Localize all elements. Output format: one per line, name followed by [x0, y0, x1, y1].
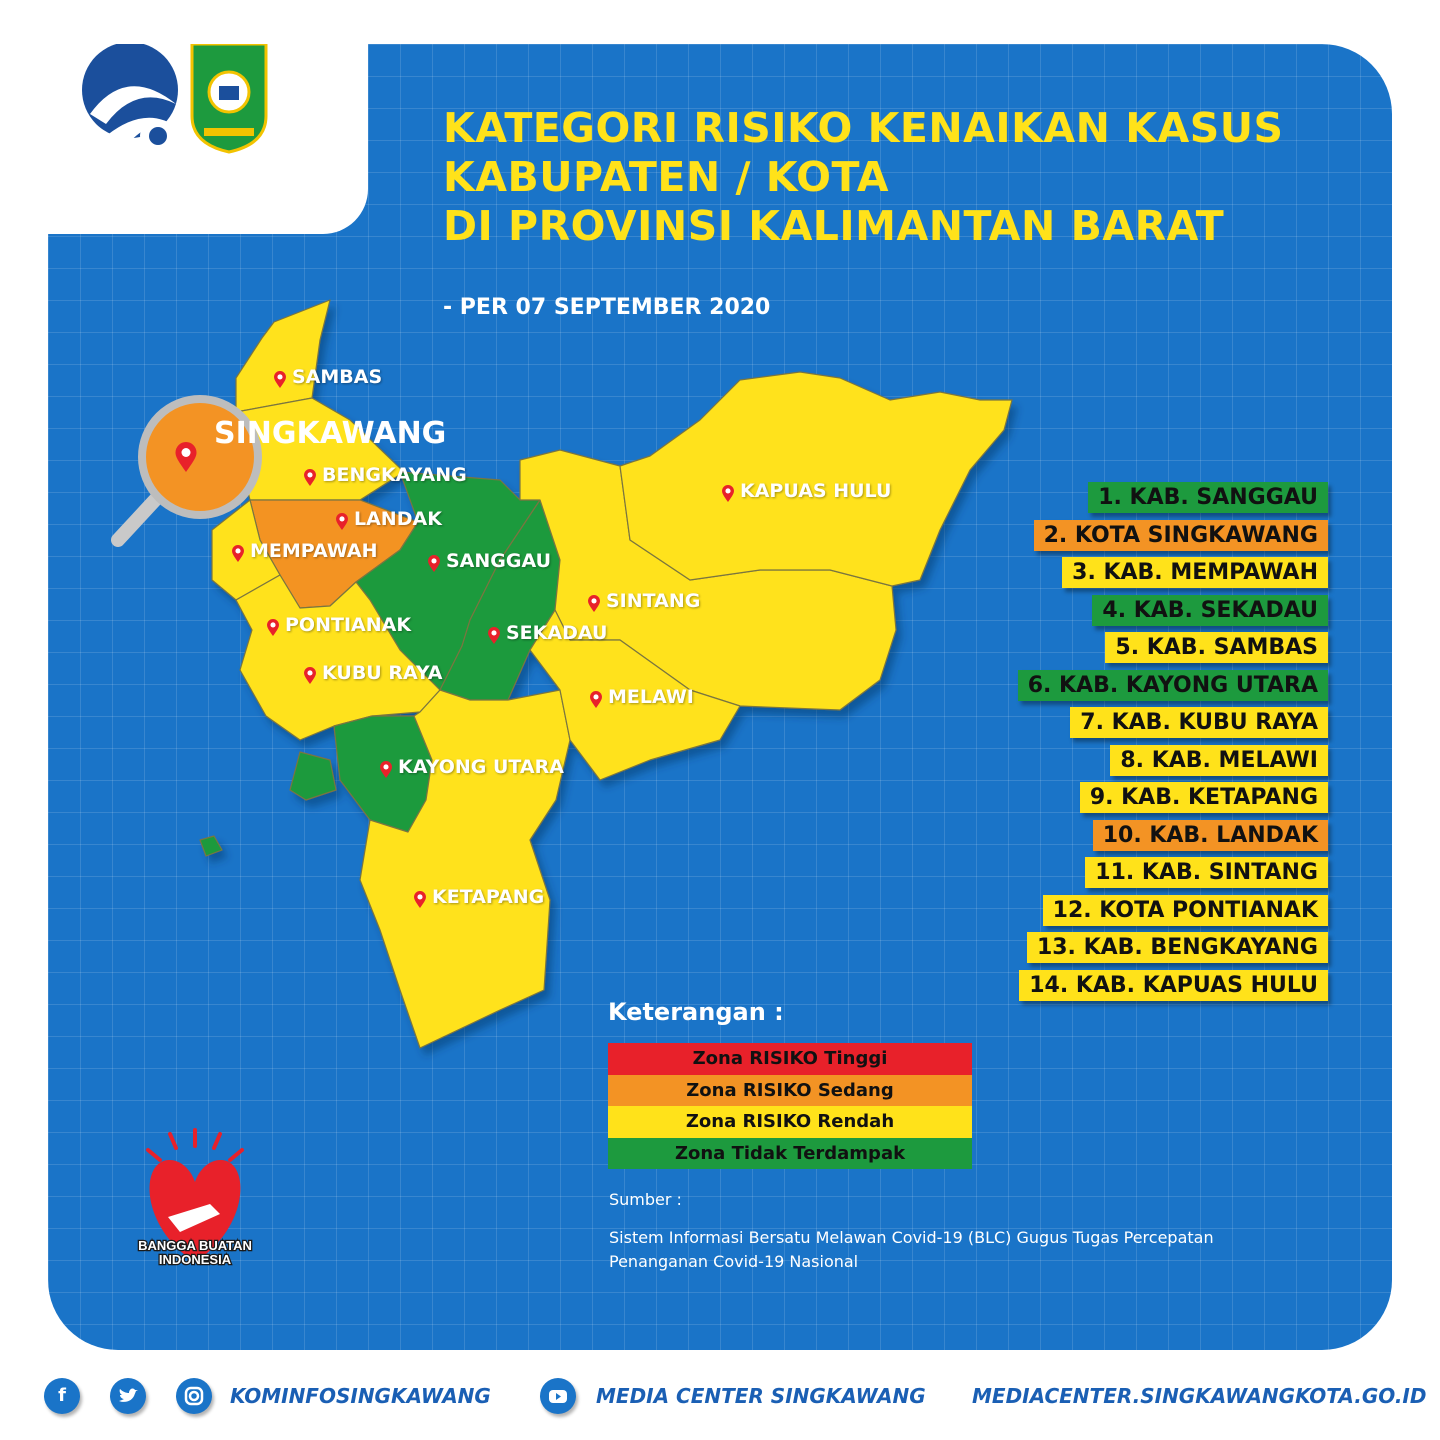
- ranking-item: 4. KAB. SEKADAU: [1092, 595, 1328, 626]
- ranking-item: 10. KAB. LANDAK: [1093, 820, 1328, 851]
- location-pin-dot: [431, 558, 436, 563]
- youtube-channel-link[interactable]: MEDIA CENTER SINGKAWANG: [596, 1384, 926, 1408]
- date-label: - PER 07 SEPTEMBER 2020: [443, 295, 771, 320]
- region-label: MEMPAWAH: [250, 540, 378, 562]
- ranking-item: 7. KAB. KUBU RAYA: [1070, 707, 1328, 738]
- ranking-list: [968, 482, 1328, 1007]
- ranking-item: 8. KAB. MELAWI: [1110, 745, 1328, 776]
- title-line-1: KATEGORI RISIKO KENAIKAN KASUS: [443, 104, 1284, 152]
- location-pin-dot: [383, 764, 388, 769]
- ranking-item: 14. KAB. KAPUAS HULU: [1019, 970, 1328, 1001]
- location-pin-dot: [277, 374, 282, 379]
- location-pin-dot: [270, 622, 275, 627]
- ranking-item: 5. KAB. SAMBAS: [1105, 632, 1328, 663]
- legend-item: Zona RISIKO Tinggi: [608, 1043, 972, 1075]
- title-line-2: KABUPATEN / KOTA: [443, 153, 889, 201]
- location-pin-dot: [491, 630, 496, 635]
- location-pin-dot: [307, 472, 312, 477]
- ranking-item: 3. KAB. MEMPAWAH: [1062, 557, 1328, 588]
- location-pin-dot: [593, 694, 598, 699]
- region-label: PONTIANAK: [285, 614, 412, 636]
- region-label: LANDAK: [354, 508, 442, 530]
- island-kayong: [290, 752, 336, 800]
- legend-item: Zona RISIKO Rendah: [608, 1106, 972, 1138]
- region-label: SAMBAS: [292, 366, 383, 388]
- region-label: SANGGAU: [446, 550, 552, 572]
- region-sambas: [236, 300, 330, 412]
- source-label: Sumber :: [609, 1190, 682, 1209]
- ranking-item: 9. KAB. KETAPANG: [1080, 782, 1328, 813]
- region-label: KAYONG UTARA: [398, 756, 564, 778]
- facebook-icon[interactable]: f: [44, 1378, 80, 1414]
- youtube-icon[interactable]: [540, 1378, 576, 1414]
- source-text: Sistem Informasi Bersatu Melawan Covid-19 (BLC) Gugus Tugas Percepatan Penanganan Covid-19 Nasional: [609, 1228, 1214, 1271]
- title-line-3: DI PROVINSI KALIMANTAN BARAT: [443, 202, 1225, 250]
- island-small: [200, 836, 222, 856]
- ranking-item: 6. KAB. KAYONG UTARA: [1018, 670, 1328, 701]
- legend-item: Zona Tidak Terdampak: [608, 1138, 972, 1170]
- legend: [608, 1043, 972, 1169]
- bangga-buatan-indonesia-logo: [120, 1122, 270, 1272]
- instagram-icon[interactable]: [176, 1378, 212, 1414]
- location-pin-dot: [235, 548, 240, 553]
- region-label: KUBU RAYA: [322, 662, 443, 684]
- location-pin-dot: [591, 598, 596, 603]
- ranking-item: 13. KAB. BENGKAYANG: [1027, 932, 1328, 963]
- svg-text:INDONESIA: INDONESIA: [158, 1252, 232, 1267]
- region-label: KAPUAS HULU: [740, 480, 892, 502]
- ranking-item: 11. KAB. SINTANG: [1085, 857, 1328, 888]
- region-label: BENGKAYANG: [322, 464, 467, 486]
- region-kapuas-hulu: [620, 372, 1012, 586]
- footer: [0, 1360, 1440, 1430]
- location-pin-dot: [339, 516, 344, 521]
- ranking-item: 2. KOTA SINGKAWANG: [1034, 520, 1328, 551]
- region-label: MELAWI: [608, 686, 694, 708]
- region-label: SEKADAU: [506, 622, 608, 644]
- location-pin-dot: [307, 670, 312, 675]
- location-pin-dot: [182, 448, 191, 457]
- location-pin-dot: [725, 488, 730, 493]
- legend-item: Zona RISIKO Sedang: [608, 1075, 972, 1107]
- region-label: SINTANG: [606, 590, 701, 612]
- svg-text:BANGGA BUATAN: BANGGA BUATAN: [138, 1238, 252, 1253]
- ranking-item: 12. KOTA PONTIANAK: [1043, 895, 1328, 926]
- location-pin-dot: [417, 894, 422, 899]
- twitter-icon[interactable]: [110, 1378, 146, 1414]
- social-handle-link[interactable]: KOMINFOSINGKAWANG: [230, 1384, 491, 1408]
- website-link[interactable]: MEDIACENTER.SINGKAWANGKOTA.GO.ID: [972, 1384, 1427, 1408]
- region-label: KETAPANG: [432, 886, 545, 908]
- label-singkawang: SINGKAWANG: [214, 416, 447, 451]
- legend-title: Keterangan :: [608, 998, 784, 1026]
- ranking-item: 1. KAB. SANGGAU: [1088, 482, 1328, 513]
